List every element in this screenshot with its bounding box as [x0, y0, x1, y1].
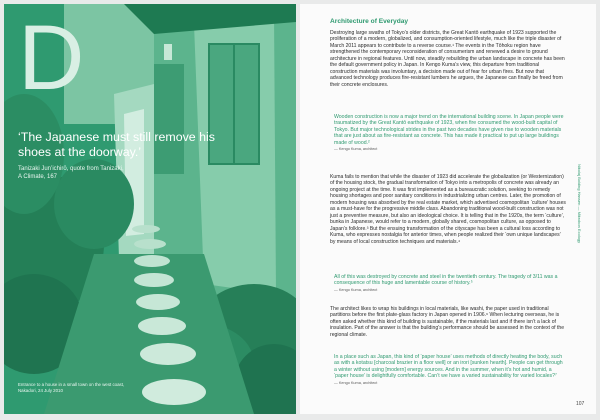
quote-block-2-text: All of this was destroyed by concrete and steel in the twentieth century. The tragedy of 3/11 was a consequence of this huge and lamentable course of history.⁵: [334, 274, 558, 287]
quote-block-3-text: In a place such as Japan, this kind of ‘paper house’ uses methods of directly heating the body, such as with a kotatsu [charcoal brazier in a floor well] or an irori [sunken hearth]. People can get through a winter without using [modern] energy sources. And in the summer, when it’s hot and humid, a ‘paper house’ is delightfully comfortable. Can’t we have a varied sustainability for varied locales?⁷: [334, 354, 563, 380]
photo-caption-line-2: Nakadori, 24 July 2010: [18, 387, 63, 393]
paragraph-1: Destroying large swaths of Tokyo’s older districts, the Great Kantō earthquake of 1923 supported the proliferation of a modern, globalized, and consumption-oriented lifestyle, much like the triple disaster of March 2011 appears to contribute to a reverse course.¹ The events in the Tōhoku region have strengthened the contemporary reconsideration of consumerism and renewed a desire to ground architecture in regional features. Until now, steadily rebuilding the urban landscape in concrete has been the default government policy in Japan. In Kengo Kuma’s view, this departure from traditional construction materials was involuntary, a decision made out of fear for urban fires. But now that advanced technology produces fire-resistant lumbers he argues, the Japanese can finally be freed from their concrete enclosures.: [330, 30, 565, 88]
quote-block-3-source: — Kengo Kuma, architect: [334, 380, 378, 385]
photo-caption: [18, 382, 178, 393]
quote-block-3: [334, 354, 566, 386]
paragraph-2: Kuma fails to mention that while the disaster of 1923 did accelerate the globalization (or Westernization) of the housing stock, the gradual transformation of Tokyo into a metropolis of concrete was already an ongoing project at the time. It was first implemented as a bureaucratic solution, seeking to remedy housing shortages and poor sanitary conditions in industrializing urban centres. Later, the promotion of modern housing was absorbed by the real estate market, which advertised cosmopolitan ‘culture’ houses as a must-have for the progressive middle class. Abandoning traditional wood-built construction was not just a preventive measure, but also an ideological choice. It is telling that in the 1920s, the term ‘culture’, bunka in Japanese, would refer to a modern, globally shared, cosmopolitan culture, as opposed to Japan’s folklore.³ But the ensuing transformation of the cityscape has been a cultural loss according to Kuma, who expresses nostalgia for anterior times, when people realized their ‘own unique landscapes’ by means of local construction techniques and materials.⁴: [330, 174, 566, 245]
quote-block-2: [334, 274, 566, 293]
pull-quote: ‘The Japanese must still remove his shoes at the doorway.’: [18, 130, 215, 159]
page-number: 107: [576, 401, 585, 407]
section-title: Architecture of Everyday: [330, 18, 409, 25]
right-page: [300, 4, 596, 414]
left-page: [4, 4, 296, 414]
drop-cap-letter: D: [18, 7, 81, 109]
quote-source-line-1: Tanizaki Jun’ichirō, quote from Tanizaki,: [18, 166, 124, 172]
photo-caption-line-1: Entrance to a house in a small town on the west coast,: [18, 382, 125, 387]
quote-block-1: [334, 114, 566, 152]
quote-source-line-2: A Climate, 167: [18, 173, 58, 180]
paragraph-3: The architect likes to wrap his buildings in local materials, like washi, the paper used in traditional partitions before the first plate-glass factory in Japan opened in 1906.⁶ When lecturing overseas, he is often asked whether this kind of building is sustainable, if the materials last and if there isn’t a lack of insulation. Part of the answer is that the building’s performance should be assessed in the context of the regional climate.: [330, 306, 565, 338]
quote-source: [18, 166, 168, 181]
quote-block-1-source: — Kengo Kuma, architect: [334, 147, 378, 152]
running-side-label: Nikolaj Bolding Hansen — Mikrokon Ecology: [577, 164, 582, 244]
quote-block-2-source: — Kengo Kuma, architect: [334, 287, 378, 292]
quote-block-1-text: Wooden construction is now a major trend on the international building scene. In Japan people were traumatized by the Great Kantō earthquake of 1923, when fire consumed the wood-built capital of Tokyo. But major technological strides in the past two decades have given rise to wooden materials that are just about as fire-resistant as concrete. This has made it practical to put up large buildings made of wood.²: [334, 114, 564, 146]
